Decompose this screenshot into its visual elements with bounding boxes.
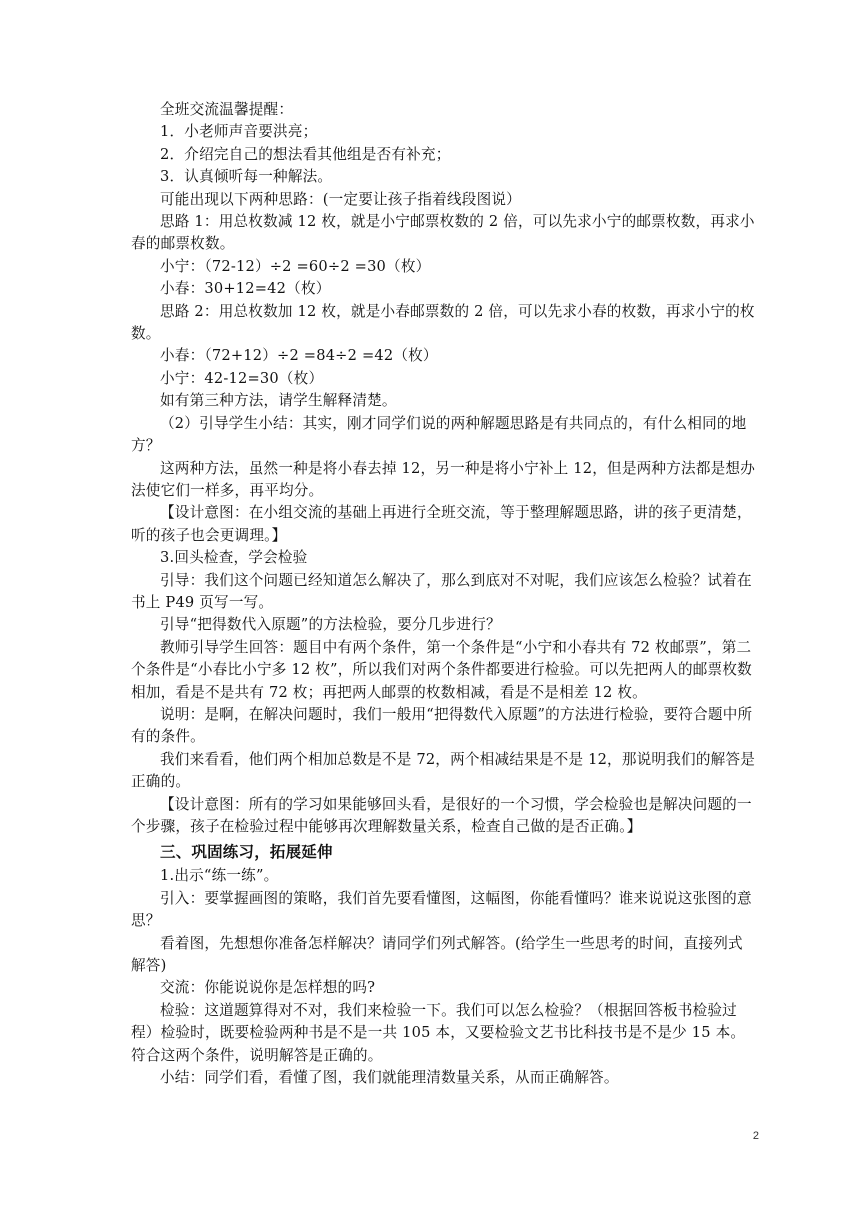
paragraph: 3．认真倾听每一种解法。 <box>160 168 333 186</box>
paragraph: 3.回头检查，学会检验 <box>160 549 308 567</box>
design-intent-note: 【设计意图：在小组交流的基础上再进行全班交流，等于整理解题思路，讲的孩子更清楚，听的孩子也会更调理。】 <box>131 504 752 544</box>
paragraph: 引导“把得数代入原题”的方法检验，要分几步进行？ <box>160 616 501 634</box>
paragraph: 小宁：（72-12）÷2 =60÷2 =30（枚） <box>160 257 431 275</box>
document-body <box>131 99 757 1089</box>
paragraph: 全班交流温馨提醒： <box>160 101 294 118</box>
paragraph: 2．介绍完自己的想法看其他组是否有补充； <box>160 145 451 163</box>
paragraph: 检验：这道题算得对不对，我们来检验一下。我们可以怎么检验？（根据回答板书检验过程）检验时，既要检验两种书是不是一共 105 本，又要检验文艺书比科技书是不是少 15 本。符合这两个条件，说明解答是正确的。 <box>131 1001 746 1064</box>
paragraph: 1．小老师声音要洪亮； <box>160 123 318 141</box>
paragraph: 我们来看看，他们两个相加总数是不是 72，两个相减结果是不是 12，那说明我们的解答是正确的。 <box>131 750 755 791</box>
paragraph: 教师引导学生回答：题目中有两个条件，第一个条件是“小宁和小春共有 72 枚邮票”，第二个条件是“小春比小宁多 12 枚”，所以我们对两个条件都要进行检验。可以先把两人的邮票枚数相加，看是不是共有 72 枚；再把两人邮票的枚数相减，看是不是相差 12 枚。 <box>131 638 752 701</box>
paragraph: 思路 2：用总枚数加 12 枚，就是小春邮票数的 2 倍，可以先求小春的枚数，再求小宁的枚数。 <box>131 302 755 343</box>
paragraph: 思路 1：用总枚数减 12 枚，就是小宁邮票枚数的 2 倍，可以先求小宁的邮票枚数，再求小春的邮票枚数。 <box>131 213 755 253</box>
paragraph: 小结：同学们看，看懂了图，我们就能理清数量关系，从而正确解答。 <box>160 1069 619 1087</box>
paragraph: 小春：30+12=42（枚） <box>160 280 331 298</box>
paragraph: 这两种方法，虽然一种是将小春去掉 12，另一种是将小宁补上 12，但是两种方法都是想办法使它们一样多，再平均分。 <box>131 459 755 499</box>
paragraph: 小宁：42-12=30（枚） <box>160 369 324 387</box>
paragraph: 引入：要掌握画图的策略，我们首先要看懂图，这幅图，你能看懂吗？谁来说说这张图的意思？ <box>131 889 752 930</box>
paragraph: 看着图，先想想你准备怎样解决？请同学们列式解答。(给学生一些思考的时间，直接列式解答) <box>131 934 743 975</box>
paragraph: 交流：你能说说你是怎样想的吗? <box>160 979 376 997</box>
design-intent-note: 【设计意图：所有的学习如果能够回头看，是很好的一个习惯，学会检验也是解决问题的一个步骤，孩子在检验过程中能够再次理解数量关系，检查自己做的是否正确。】 <box>131 795 752 835</box>
paragraph: 小春：（72+12）÷2 =84÷2 =42（枚） <box>160 347 438 365</box>
paragraph: 说明：是啊，在解决问题时，我们一般用“把得数代入原题”的方法进行检验，要符合题中所有的条件。 <box>131 705 753 746</box>
section-heading: 三、巩固练习，拓展延伸 <box>160 843 333 862</box>
paragraph: 如有第三种方法，请学生解释清楚。 <box>160 392 397 410</box>
paragraph: （2）引导学生小结：其实，刚才同学们说的两种解题思路是有共同点的，有什么相同的地方？ <box>131 414 747 455</box>
paragraph: 可能出现以下两种思路：(一定要让孩子指着线段图说） <box>160 190 521 208</box>
paragraph: 1.出示“练一练”。 <box>160 867 279 885</box>
page-number: 2 <box>752 1130 759 1142</box>
paragraph: 引导：我们这个问题已经知道怎么解决了，那么到底对不对呢，我们应该怎么检验？试着在书上 P49 页写一写。 <box>131 571 752 611</box>
